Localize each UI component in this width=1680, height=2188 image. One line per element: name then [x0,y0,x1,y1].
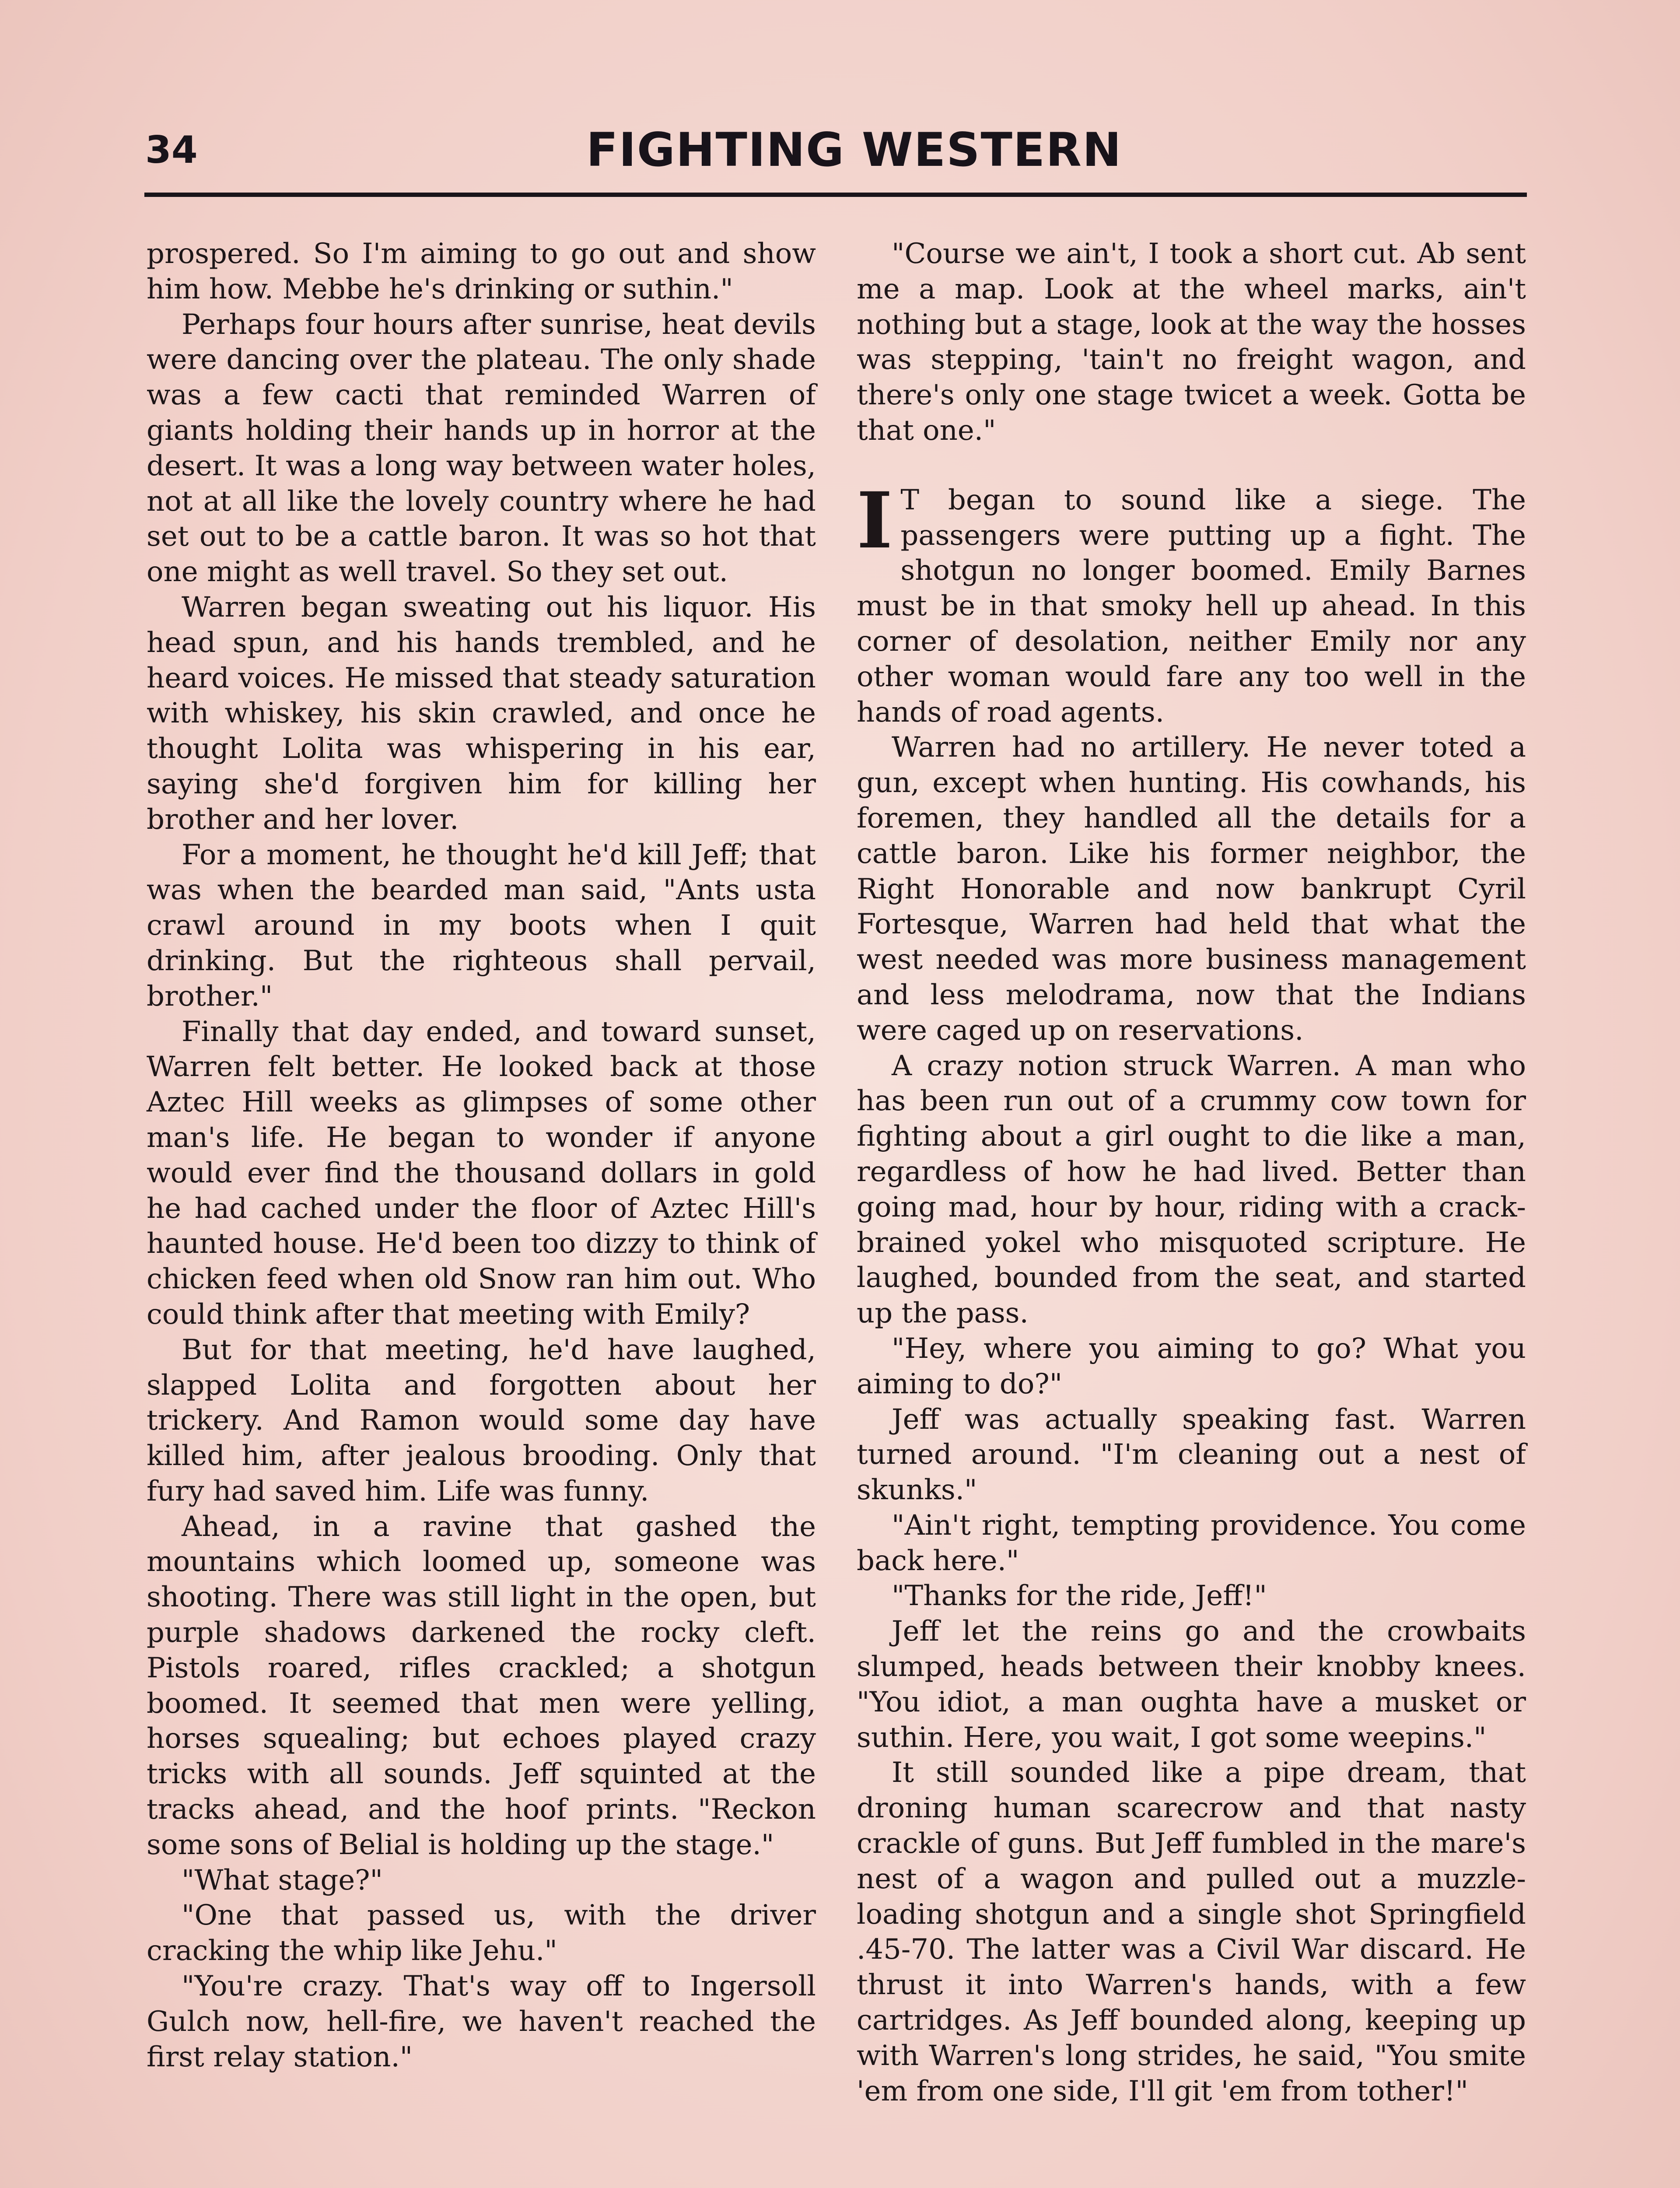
paragraph: "Hey, where you aiming to go? What you aiming to do?" [857,1332,1526,1400]
paragraph: Ahead, in a ravine that gashed the mountains which loomed up, someone was shooting. There was still light in the open, but purple shadows darkened the rocky cleft. Pistols roared, rifles crackled; a shotgun boomed. It seemed that men were yelling, horses squealing; but echoes played crazy tricks with all sounds. Jeff squinted at the tracks ahead, and the hoof prints. "Reckon some sons of Belial is holding up the stage." [147,1510,816,1861]
paragraph: Finally that day ended, and toward sunset, Warren felt better. He looked back at those Aztec Hill weeks as glimpses of some other man's life. He began to wonder if anyone would ever find the thousand dollars in gold he had cached under the floor of Aztec Hill's haunted house. He'd been too dizzy to think of chicken feed when old Snow ran him out. Who could think after that meeting with Emily? [147,1015,816,1331]
paragraph: Warren had no artillery. He never toted a gun, except when hunting. His cowhands, his foremen, they handled all the details for a cattle baron. Like his former neighbor, the Right Honorable and now bankrupt Cyril Fortesque, Warren had held that what the west needed was more business management and less melodrama, now that the Indians were caged up on reservations. [857,731,1526,1047]
paragraph: Jeff let the reins go and the crowbaits slumped, heads between their knobby knees. "You idiot, a man oughta have a musket or suthin. Here, you wait, I got some weepins." [857,1615,1526,1754]
paragraph: For a moment, he thought he'd kill Jeff; that was when the bearded man said, "Ants usta crawl around in my boots when I quit drinking. But the righteous shall pervail, brother." [147,838,816,1013]
opening-text: T began to sound like a siege. The passengers were putting up a fight. The shotgun no longer boomed. Emily Barnes must be in that smoky hell up ahead. In this corner of desolation, neither Emily nor any other woman would fare any too well in the hands of road agents. [857,484,1526,729]
drop-cap: I [857,475,893,566]
paragraph: "Ain't right, tempting providence. You come back here." [857,1509,1526,1577]
right-column [857,236,1526,2109]
page-number: 34 [145,128,198,172]
paragraph: Perhaps four hours after sunrise, heat devils were dancing over the plateau. The only shade was a few cacti that reminded Warren of giants holding their hands up in horror at the desert. It was a long way between water holes, not at all like the lovely country where he had set out to be a cattle baron. It was so hot that one might as well travel. So they set out. [147,308,816,589]
section-opening-paragraph [857,475,1526,730]
paragraph: "You're crazy. That's way off to Ingersoll Gulch now, hell-fire, we haven't reached the first relay station." [147,1970,816,2073]
section-break [857,449,1526,483]
magazine-title: FIGHTING WESTERN [586,123,1122,177]
left-column [147,236,816,2075]
paragraph: But for that meeting, he'd have laughed, slapped Lolita and forgotten about her trickery. And Ramon would some day have killed him, after jealous brooding. Only that fury had saved him. Life was funny. [147,1333,816,1508]
paragraph: It still sounded like a pipe dream, that droning human scarecrow and that nasty crackle of guns. But Jeff fumbled in the mare's nest of a wagon and pulled out a muzzle-loading shotgun and a single shot Springfield .45-70. The latter was a Civil War discard. He thrust it into Warren's hands, with a few cartridges. As Jeff bounded along, keeping up with Warren's long strides, he said, "You smite 'em from one side, I'll git 'em from tother!" [857,1757,1526,2107]
paragraph: "One that passed us, with the driver cracking the whip like Jehu." [147,1899,816,1967]
paragraph: "Thanks for the ride, Jeff!" [892,1580,1267,1613]
paragraph: Warren began sweating out his liquor. His head spun, and his hands trembled, and he heard voices. He missed that steady saturation with whiskey, his skin crawled, and once he thought Lolita was whispering in his ear, saying she'd forgiven him for killing her brother and her lover. [147,591,816,836]
paragraph: Jeff was actually speaking fast. Warren turned around. "I'm cleaning out a nest of skunks." [857,1403,1526,1507]
paragraph: "Course we ain't, I took a short cut. Ab sent me a map. Look at the wheel marks, ain't nothing but a stage, look at the way the hosses was stepping, 'tain't no freight wagon, and there's only one stage twicet a week. Gotta be that one." [857,238,1526,447]
paragraph: A crazy notion struck Warren. A man who has been run out of a crummy cow town for fighting about a girl ought to die like a man, regardless of how he had lived. Better than going mad, hour by hour, riding with a crack-brained yokel who misquoted scripture. He laughed, bounded from the seat, and started up the pass. [857,1049,1526,1330]
header-rule [144,193,1527,197]
paragraph: "What stage?" [182,1864,383,1897]
paragraph: prospered. So I'm aiming to go out and show him how. Mebbe he's drinking or suthin." [147,238,816,305]
